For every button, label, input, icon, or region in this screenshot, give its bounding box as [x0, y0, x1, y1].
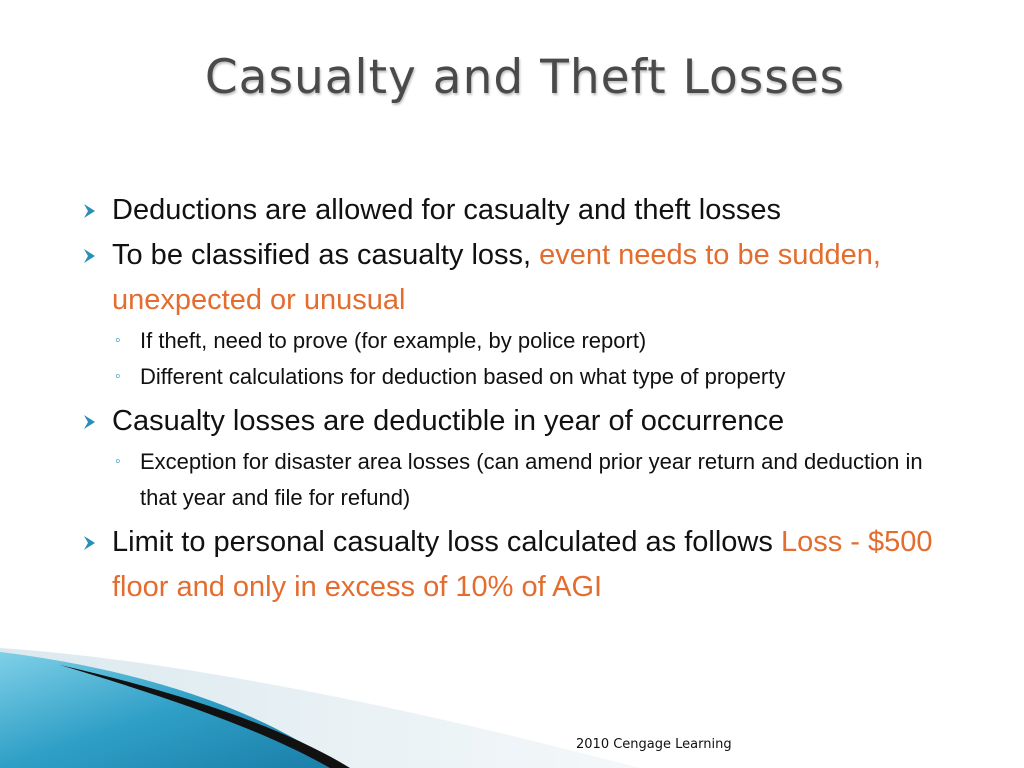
sub-bullet-2-2-text: Different calculations for deduction based on what type of property	[140, 364, 786, 389]
circle-bullet-icon: ◦	[115, 332, 121, 349]
slide-title: Casualty and Theft Losses	[204, 50, 846, 105]
bullet-2-text: To be classified as casualty loss,	[112, 239, 540, 271]
sub-bullet-3-1-text: Exception for disaster area losses (can amend prior year return and deduction in that year and file for refund)	[140, 449, 923, 510]
bullet-2-highlight: event needs to be sudden, unexpected or unusual	[112, 239, 881, 316]
bullet-1-text: Deductions are allowed for casualty and theft losses	[112, 194, 781, 226]
bullet-3-text: Casualty losses are deductible in year of occurrence	[112, 405, 785, 437]
bullet-4-highlight: Loss - $500 floor and only in excess of 10% of AGI	[112, 526, 933, 603]
circle-bullet-icon: ◦	[115, 368, 121, 385]
footer-copyright: 2010 Cengage Learning	[576, 737, 732, 752]
bullet-4-text: Limit to personal casualty loss calculated as follows	[112, 526, 781, 558]
sub-bullet-2-1-text: If theft, need to prove (for example, by police report)	[140, 328, 647, 353]
circle-bullet-icon: ◦	[115, 453, 121, 470]
